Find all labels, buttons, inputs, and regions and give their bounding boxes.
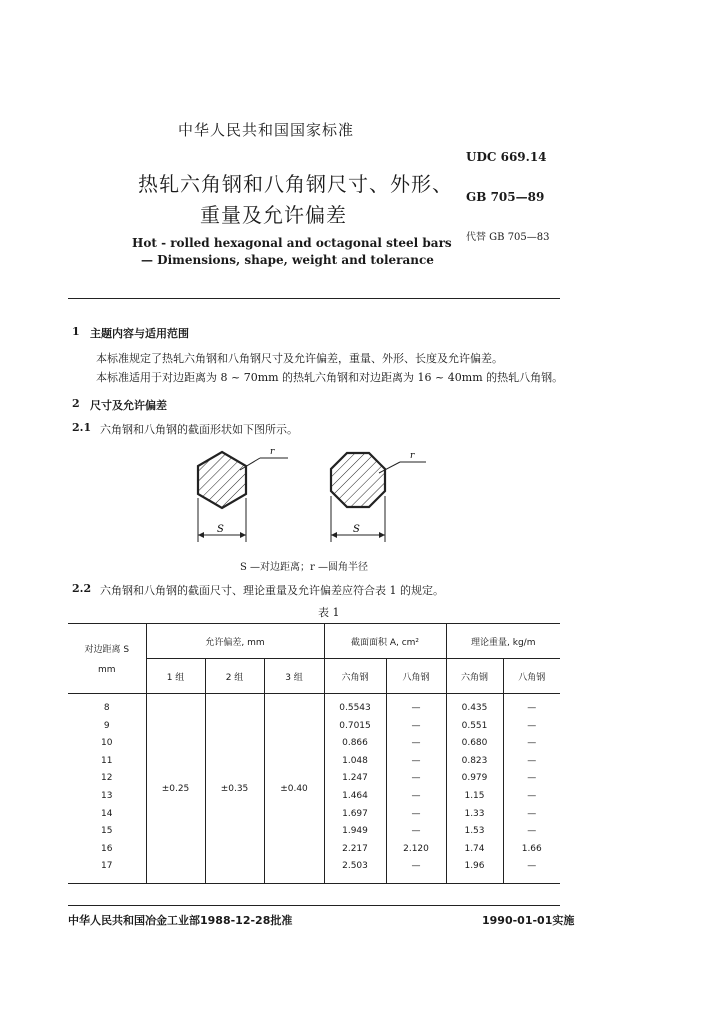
weight-oct-cell: — (527, 738, 537, 749)
area-oct-cell: — (411, 738, 421, 749)
tolerance-group-2: ±0.35 (205, 694, 264, 884)
weight-oct-cell: — (527, 720, 537, 731)
tolerance-group-3: ±0.40 (264, 694, 324, 884)
table-body (68, 694, 560, 884)
issuing-body: 中华人民共和国国家标准 (178, 121, 355, 139)
section-1-number: 1 (72, 325, 80, 338)
dimension-table (68, 623, 560, 884)
area-hex-cell: 0.5543 (339, 703, 371, 713)
section-2-title: 尺寸及允许偏差 (90, 399, 167, 412)
section-2-2-number: 2.2 (72, 582, 92, 595)
header-side-distance (68, 624, 146, 694)
area-hex-cell: 2.503 (342, 861, 368, 872)
header-weight-oct: 八角钢 (503, 659, 560, 694)
area-hex-cell: 1.949 (342, 826, 368, 837)
weight-hex-cell: 1.33 (464, 808, 485, 819)
area-oct-cell: — (411, 755, 421, 766)
title-en-line1: Hot - rolled hexagonal and octagonal steel bars (132, 236, 452, 250)
weight-hex-cell: 0.435 (461, 703, 488, 713)
udc-code: UDC 669.14 (466, 150, 547, 164)
header-group-2: 2 组 (205, 659, 264, 694)
header-weight: 理论重量, kg/m (446, 624, 560, 659)
weight-oct-cell: 1.66 (521, 843, 542, 854)
approval-note: 中华人民共和国冶金工业部1988-12-28批准 (68, 914, 293, 927)
weight-oct-cell: — (527, 703, 537, 713)
header-divider (68, 298, 560, 299)
section-2-2-text: 六角钢和八角钢的截面尺寸、理论重量及允许偏差应符合表 1 的规定。 (100, 584, 444, 597)
cross-section-figure (150, 440, 470, 560)
header-weight-hex: 六角钢 (446, 659, 503, 694)
column-area-hex (324, 694, 386, 884)
side-distance-cell: 10 (101, 738, 113, 749)
header-area: 截面面积 A, cm² (324, 624, 446, 659)
hexagon-section (198, 452, 288, 542)
oct-r-label: r (410, 451, 415, 461)
area-hex-cell: 1.048 (342, 755, 368, 766)
weight-hex-cell: 1.53 (464, 826, 485, 837)
area-oct-cell: 2.120 (403, 843, 429, 854)
section-2-1-text: 六角钢和八角钢的截面形状如下图所示。 (100, 423, 298, 436)
section-2-number: 2 (72, 397, 80, 410)
header-group-3: 3 组 (264, 659, 324, 694)
title-cn-line1: 热轧六角钢和八角钢尺寸、外形、 (138, 172, 453, 196)
weight-oct-cell: — (527, 773, 537, 784)
figure-caption: S —对边距离；r —圆角半径 (240, 562, 368, 573)
section-1-para-2: 本标准适用于对边距离为 8 ~ 70mm 的热轧六角钢和对边距离为 16 ~ 40mm 的热轧八角钢。 (96, 371, 564, 384)
weight-hex-cell: 1.15 (464, 790, 485, 801)
area-hex-cell: 1.697 (342, 808, 368, 819)
weight-oct-cell: — (527, 808, 537, 819)
area-oct-cell: — (411, 826, 421, 837)
area-oct-cell: — (411, 703, 421, 713)
area-hex-cell: 1.247 (342, 773, 368, 784)
side-distance-cell: 11 (101, 755, 113, 766)
area-hex-cell: 0.866 (342, 738, 368, 749)
weight-hex-cell: 1.96 (464, 861, 485, 872)
weight-oct-cell: — (527, 755, 537, 766)
header-tolerance: 允许偏差, mm (146, 624, 324, 659)
weight-hex-cell: 0.823 (461, 755, 488, 766)
section-1-para-1: 本标准规定了热轧六角钢和八角钢尺寸及允许偏差，重量、外形、长度及允许偏差。 (96, 352, 503, 365)
header-side-distance-label: 对边距离 S (84, 645, 130, 655)
side-distance-cell: 12 (101, 773, 113, 784)
footer-divider (68, 905, 560, 906)
oct-s-label: S (353, 524, 360, 535)
side-distance-cell: 13 (101, 790, 113, 801)
weight-oct-cell: — (527, 790, 537, 801)
area-hex-cell: 1.464 (342, 790, 368, 801)
weight-hex-cell: 0.551 (461, 720, 488, 731)
effective-date: 1990-01-01实施 (482, 914, 575, 927)
side-distance-cell: 17 (101, 861, 113, 872)
column-area-oct (386, 694, 446, 884)
hex-r-label: r (270, 447, 275, 457)
column-weight-oct (503, 694, 560, 884)
side-distance-cell: 16 (101, 843, 113, 854)
header-group-1: 1 组 (146, 659, 205, 694)
section-1-title: 主题内容与适用范围 (90, 327, 189, 340)
side-distance-cell: 8 (103, 703, 110, 713)
area-oct-cell: — (411, 720, 421, 731)
weight-hex-cell: 0.680 (461, 738, 488, 749)
weight-hex-cell: 1.74 (464, 843, 485, 854)
area-oct-cell: — (411, 773, 421, 784)
section-2-1-number: 2.1 (72, 421, 92, 434)
tolerance-group-1: ±0.25 (146, 694, 205, 884)
weight-hex-cell: 0.979 (461, 773, 488, 784)
area-hex-cell: 0.7015 (339, 720, 371, 731)
column-weight-hex (446, 694, 503, 884)
column-side-distance (68, 694, 146, 884)
area-hex-cell: 2.217 (342, 843, 368, 854)
side-distance-cell: 15 (101, 826, 113, 837)
header-area-oct: 八角钢 (386, 659, 446, 694)
side-distance-cell: 14 (101, 808, 113, 819)
side-distance-cell: 9 (103, 720, 110, 731)
area-oct-cell: — (411, 808, 421, 819)
octagon-section (331, 453, 426, 542)
hex-s-label: S (217, 524, 224, 535)
title-cn-line2: 重量及允许偏差 (200, 203, 347, 227)
standard-number: GB 705—89 (466, 190, 545, 204)
title-en-line2: — Dimensions, shape, weight and tolerance (141, 253, 434, 267)
table-title: 表 1 (318, 606, 340, 619)
replaces-note: 代替 GB 705—83 (466, 232, 550, 243)
weight-oct-cell: — (527, 861, 537, 872)
header-side-distance-unit: mm (97, 665, 116, 675)
header-area-hex: 六角钢 (324, 659, 386, 694)
weight-oct-cell: — (527, 826, 537, 837)
area-oct-cell: — (411, 861, 421, 872)
area-oct-cell: — (411, 790, 421, 801)
